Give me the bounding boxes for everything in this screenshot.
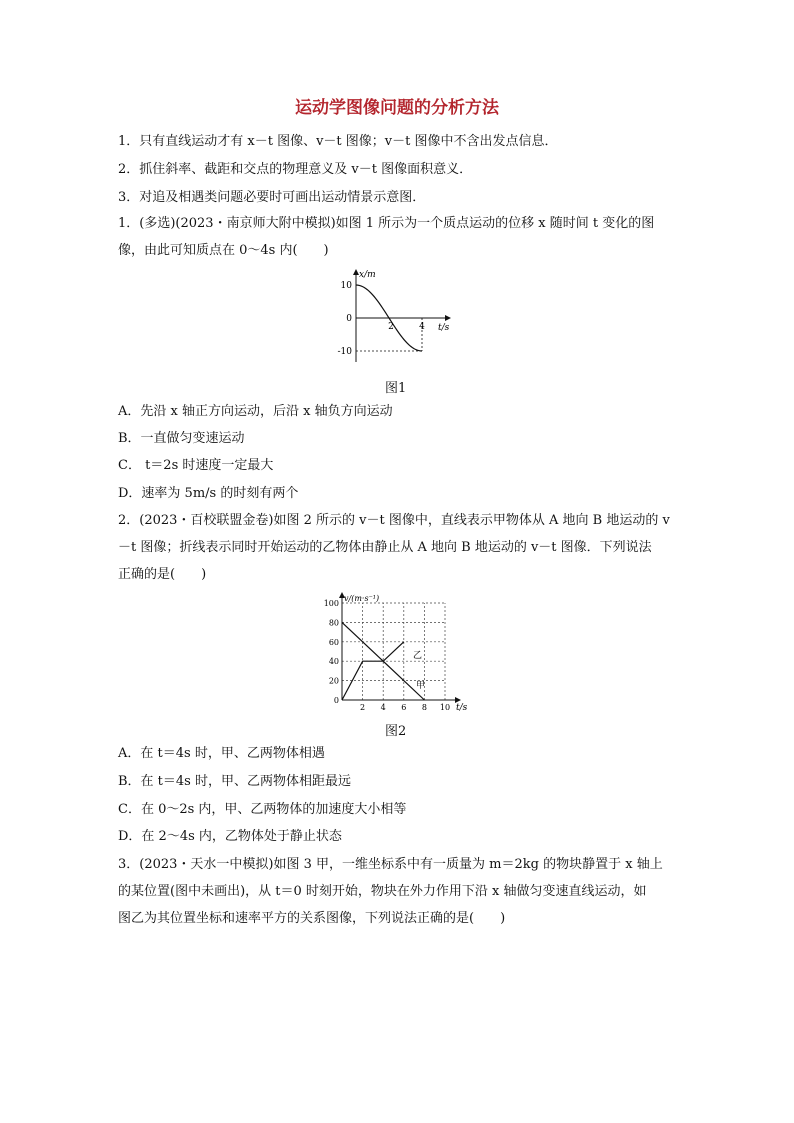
y-tick-10: 10 xyxy=(340,281,352,291)
q2-stem-line-1: 2．(2023・百校联盟金卷)如图 2 所示的 v－t 图像中，直线表示甲物体从 A 地向 B 地运动的 v xyxy=(118,513,670,528)
q2-option-d: D．在 2～4s 内，乙物体处于静止状态 xyxy=(118,829,342,844)
q2-stem-line-2: －t 图像；折线表示同时开始运动的乙物体由静止从 A 地向 B 地运动的 v－t 图像．下列说法 xyxy=(118,540,652,555)
x-tick-label: 10 xyxy=(439,703,451,712)
q1-stem-line-2: 像，由此可知质点在 0～4s 内( ) xyxy=(118,243,329,258)
q1-option-b: B．一直做匀变速运动 xyxy=(118,431,245,446)
y-tick-label: 100 xyxy=(323,599,339,608)
figure-1-caption: 图1 xyxy=(385,381,407,396)
page-title: 运动学图像问题的分析方法 xyxy=(295,98,499,118)
figure-2-caption: 图2 xyxy=(385,724,407,739)
x-axis-label: t/s xyxy=(438,323,450,333)
q2-option-c: C．在 0～2s 内，甲、乙两物体的加速度大小相等 xyxy=(118,802,407,817)
x-tick-2: 2 xyxy=(388,322,394,332)
figure-2-vt-chart xyxy=(310,590,480,714)
q1-stem-line-1: 1．(多选)(2023・南京师大附中模拟)如图 1 所示为一个质点运动的位移 x 随时间 t 变化的图 xyxy=(118,216,655,231)
q1-option-c: C． t＝2s 时速度一定最大 xyxy=(118,458,274,473)
q2-stem-line-3: 正确的是( ) xyxy=(118,567,207,582)
q2-option-a: A．在 t＝4s 时，甲、乙两物体相遇 xyxy=(118,746,325,761)
q3-stem-line-3: 图乙为其位置坐标和速率平方的关系图像，下列说法正确的是( ) xyxy=(118,911,506,926)
q3-stem-line-1: 3．(2023・天水一中模拟)如图 3 甲，一维坐标系中有一质量为 m＝2kg 的物块静置于 x 轴上 xyxy=(118,857,663,872)
y-tick-0: 0 xyxy=(346,314,352,324)
y-tick-neg10: -10 xyxy=(337,347,352,357)
y-tick-label: 80 xyxy=(328,618,339,628)
q1-option-d: D．速率为 5m/s 的时刻有两个 xyxy=(118,486,299,501)
q3-stem-line-2: 的某位置(图中未画出)，从 t＝0 时刻开始，物块在外力作用下沿 x 轴做匀变速直线运动，如 xyxy=(118,884,647,899)
q2-option-b: B．在 t＝4s 时，甲、乙两物体相距最远 xyxy=(118,774,351,789)
y-tick-label: 60 xyxy=(328,637,339,647)
y-axis-label: x/m xyxy=(359,270,376,280)
tip-3: 3．对追及相遇类问题必要时可画出运动情景示意图． xyxy=(118,190,426,205)
series-jia-label: 甲 xyxy=(416,681,426,691)
x-tick-label: 6 xyxy=(401,703,407,712)
figure-1-xt-chart xyxy=(326,268,466,366)
x-tick-label: 8 xyxy=(421,703,427,712)
q1-option-a: A．先沿 x 轴正方向运动，后沿 x 轴负方向运动 xyxy=(118,404,393,419)
tip-1: 1．只有直线运动才有 x－t 图像、v－t 图像；v－t 图像中不含出发点信息． xyxy=(118,134,558,149)
x-axis-label: t/s xyxy=(456,703,468,713)
x-tick-label: 4 xyxy=(380,703,386,712)
x-tick-4: 4 xyxy=(419,322,425,332)
x-tick-label: 2 xyxy=(360,703,366,712)
y-axis-label: v/(m·s⁻¹) xyxy=(344,594,380,603)
y-tick-label: 0 xyxy=(333,696,339,705)
tip-2: 2．抓住斜率、截距和交点的物理意义及 v－t 图像面积意义． xyxy=(118,162,473,177)
series-yi-line xyxy=(342,642,404,700)
y-tick-label: 40 xyxy=(328,657,339,667)
series-yi-label: 乙 xyxy=(413,651,423,661)
y-tick-label: 20 xyxy=(328,676,339,686)
